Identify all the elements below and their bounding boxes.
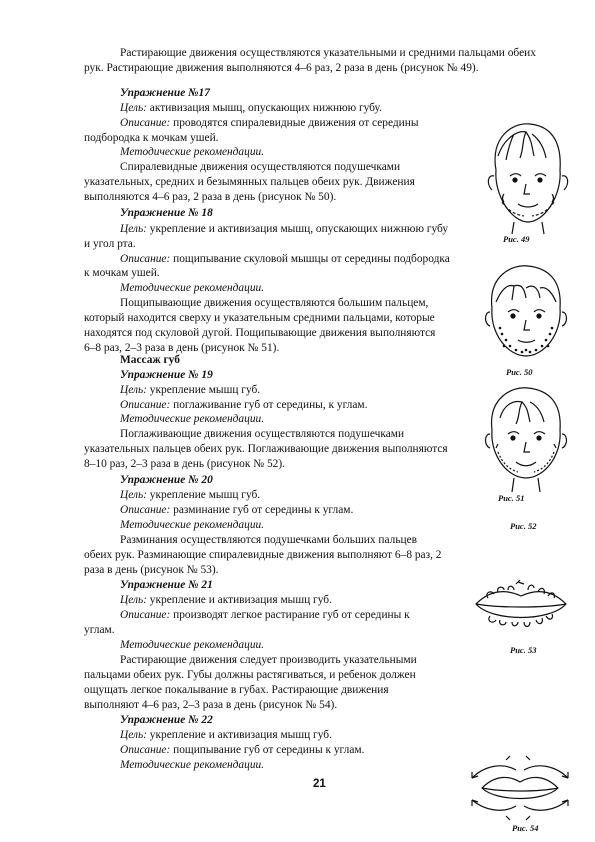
method-label: Методические рекомендации. xyxy=(120,759,265,771)
description-label: Описание: xyxy=(120,399,171,411)
exercise-22-heading: Упражнение № 22 xyxy=(120,714,213,726)
description-label: Описание: xyxy=(120,504,171,516)
description-label: Описание: xyxy=(120,253,171,265)
paragraph-line: 8–10 раз, 2–3 раза в день (рисунок № 52). xyxy=(84,458,285,470)
figure-52-caption: Рис. 52 xyxy=(510,521,537,531)
figure-53-lips-illustration xyxy=(468,578,574,634)
goal-text: укрепление и активизация мышц, опускающих нижнюю губу xyxy=(146,223,449,235)
exercise-19-description xyxy=(120,398,367,412)
exercise-18-description xyxy=(120,252,450,266)
goal-label: Цель: xyxy=(120,384,147,396)
figure-51-caption: Рис. 51 xyxy=(498,493,525,503)
exercise-18-goal xyxy=(120,222,448,236)
goal-label: Цель: xyxy=(120,729,147,741)
paragraph-line: рук. Растирающие движения выполняются 4–6 раз, 2 раза в день (рисунок № 49). xyxy=(84,62,479,74)
exercise-17-heading: Упражнение №17 xyxy=(120,87,210,99)
figure-54-lips-illustration xyxy=(466,752,574,824)
goal-text: укрепление мышц губ. xyxy=(146,384,261,396)
paragraph-line: выполняют 4–6 раз, 2–3 раза в день (рисунок № 54). xyxy=(84,699,338,711)
method-label: Методические рекомендации. xyxy=(120,413,265,425)
goal-text: укрепление мышц губ. xyxy=(146,489,261,501)
paragraph-line: подбородка к мочкам ушей. xyxy=(84,132,219,144)
paragraph-line: выполняются 4–6 раз, 2 раза в день (рисунок № 50). xyxy=(84,191,337,203)
paragraph-line: обеих рук. Разминающие спиралевидные движения выполняют 6–8 раз, 2 xyxy=(84,549,442,561)
description-label: Описание: xyxy=(120,609,171,621)
exercise-20-goal xyxy=(120,488,260,502)
exercise-18-heading: Упражнение № 18 xyxy=(120,207,213,219)
exercise-19-goal xyxy=(120,383,260,397)
paragraph-line: Поглаживающие движения осуществляются подушечками xyxy=(120,428,405,440)
exercise-19-heading: Упражнение № 19 xyxy=(120,369,213,381)
goal-label: Цель: xyxy=(120,594,147,606)
exercise-21-goal xyxy=(120,593,332,607)
description-label: Описание: xyxy=(120,117,171,129)
paragraph-line: Растирающие движения осуществляются указательными и средними пальцами обеих xyxy=(120,47,536,59)
figure-54-caption: Рис. 54 xyxy=(512,823,539,833)
figure-50-caption: Рис. 50 xyxy=(506,367,533,377)
description-text: пощипывание скуловой мышцы от середины подбородка xyxy=(170,253,450,265)
paragraph-line: углам. xyxy=(84,624,115,636)
exercise-21-heading: Упражнение № 21 xyxy=(120,579,213,591)
exercise-17-description xyxy=(120,116,419,130)
description-text: поглаживание губ от середины, к углам. xyxy=(170,399,368,411)
paragraph-line: Разминания осуществляются подушечками больших пальцев xyxy=(120,534,418,546)
description-text: проводятся спиралевидные движения от середины xyxy=(170,117,419,129)
description-text: пощипывание губ от середины к углам. xyxy=(170,744,365,756)
paragraph-line: Пощипывающие движения осуществляются большим пальцем, xyxy=(120,297,429,309)
paragraph-line: указательных пальцев обеих рук. Поглаживающие движения выполняются xyxy=(84,443,448,455)
goal-label: Цель: xyxy=(120,102,147,114)
paragraph-line: Растирающие движения следует производить указательными xyxy=(120,654,417,666)
goal-text: активизация мышц, опускающих нижнюю губу. xyxy=(146,102,382,114)
exercise-20-heading: Упражнение № 20 xyxy=(120,474,213,486)
paragraph-line: находятся под скуловой дугой. Пощипывающие движения выполняются xyxy=(84,327,436,339)
paragraph-line: к мочкам ушей. xyxy=(84,267,160,279)
description-text: разминание губ от середины к углам. xyxy=(170,504,354,516)
paragraph-line: указательных, средних и безымянных пальцев обеих рук. Движения xyxy=(84,176,415,188)
method-label: Методические рекомендации. xyxy=(120,146,265,158)
goal-text: укрепление и активизация мышц губ. xyxy=(146,594,332,606)
paragraph-line: 6–8 раз, 2–3 раза в день (рисунок № 51). xyxy=(84,342,280,354)
exercise-22-description xyxy=(120,743,364,757)
paragraph-line: и угол рта. xyxy=(84,238,136,250)
description-text: производят легкое растирание губ от середины к xyxy=(170,609,410,621)
method-label: Методические рекомендации. xyxy=(120,639,265,651)
method-label: Методические рекомендации. xyxy=(120,519,265,531)
figure-53-caption: Рис. 53 xyxy=(510,645,537,655)
paragraph-line: пальцами обеих рук. Губы должны растягиваться, и ребенок должен xyxy=(84,669,416,681)
figure-49-caption: Рис. 49 xyxy=(503,234,530,244)
paragraph-line: который находится сверху и указательным средними пальцами, которые xyxy=(84,312,435,324)
goal-text: укрепление и активизация мышц губ. xyxy=(146,729,332,741)
exercise-20-description xyxy=(120,503,353,517)
figure-51-face-illustration xyxy=(478,384,574,496)
page-number: 21 xyxy=(313,778,326,790)
method-label: Методические рекомендации. xyxy=(120,282,265,294)
goal-label: Цель: xyxy=(120,223,147,235)
description-label: Описание: xyxy=(120,744,171,756)
exercise-17-goal xyxy=(120,101,382,115)
paragraph-line: ощущать легкое покалывание в губах. Растирающие движения xyxy=(84,684,389,696)
goal-label: Цель: xyxy=(120,489,147,501)
paragraph-line: Спиралевидные движения осуществляются подушечками xyxy=(120,161,401,173)
exercise-21-description xyxy=(120,608,410,622)
exercise-22-goal xyxy=(120,728,332,742)
figure-49-face-illustration xyxy=(474,118,574,236)
figure-50-face-illustration xyxy=(478,262,574,366)
paragraph-line: раза в день (рисунок № 53). xyxy=(84,564,219,576)
section-heading-lips-massage: Массаж губ xyxy=(120,354,180,366)
